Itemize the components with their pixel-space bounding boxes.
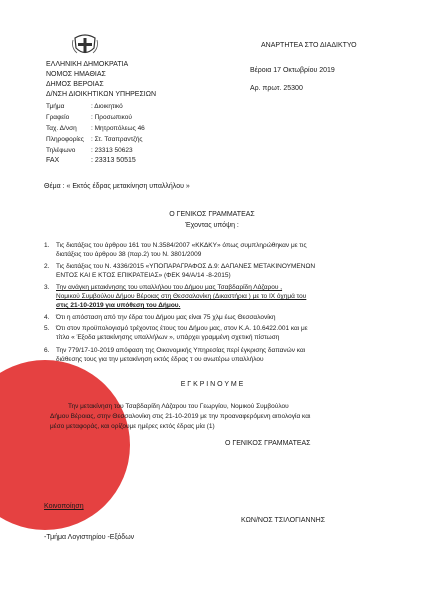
item-line: τίτλο « Έξοδα μετακίνησης υπαλλήλων », υπάρχει γραμμένη σχετική πίστωση	[56, 334, 280, 341]
org-line: Δ/ΝΣΗ ΔΙΟΙΚΗΤΙΚΩΝ ΥΠΗΡΕΣΙΩΝ	[46, 91, 157, 98]
field-value: : 23313 50623	[91, 147, 133, 154]
field-value: : Στ. Τσαπραντζής	[91, 136, 143, 143]
preamble-title: Ο ΓΕΝΙΚΟΣ ΓΡΑΜΜΑΤΕΑΣ	[169, 211, 255, 218]
item-line: Ότι η απόσταση από την έδρα του Δήμου μας είναι 75 χλμ έως Θεσσαλονίκη	[56, 314, 276, 321]
item-line: διατάξεις του άρθρου 38 (παρ.2) του Ν. 3801/2009	[56, 251, 202, 258]
signatory-name: ΚΩΝ/ΝΟΣ ΤΣΙΛΟΓΙΑΝΝΗΣ	[241, 517, 326, 524]
document-date: Βέροια 17 Οκτωβρίου 2019	[250, 67, 335, 74]
distribution-recipient: -Τμήμα Λογιστηρίου -Εξόδων	[44, 534, 135, 541]
item-line: ΕΝΤΟΣ ΚΑΙ Ε ΚΤΟΣ ΕΠΙΚΡΑΤΕΙΑΣ» (ΦΕΚ 94/Α/14 -8-2015)	[56, 272, 231, 279]
org-line: ΕΛΛΗΝΙΚΗ ΔΗΜΟΚΡΑΤΙΑ	[46, 61, 129, 68]
org-line: ΝΟΜΟΣ ΗΜΑΘΙΑΣ	[46, 71, 106, 78]
distribution-label: Κοινοποίηση	[44, 503, 84, 510]
item-line: στις 21-10-2019 για υπόθεση του Δήμου.	[56, 302, 181, 309]
field-label: Γραφείο	[46, 114, 70, 121]
item-line: Τις διατάξεις του άρθρου 161 του Ν.3584/2007 «ΚΚΔΚΥ» όπως συμπληρώθηκαν με τις	[56, 242, 307, 249]
item-line: Τις διατάξεις του Ν. 4336/2015 «ΥΠΟΠΑΡΑΓΡΑΦΟΣ Δ.9: ΔΑΠΑΝΕΣ ΜΕΤΑΚΙΝΟΥΜΕΝΩΝ	[56, 263, 316, 270]
item-number: 3.	[44, 284, 50, 291]
field-label: Πληροφορίες	[46, 136, 84, 143]
signature-title: Ο ΓΕΝΙΚΟΣ ΓΡΑΜΜΑΤΕΑΣ	[225, 440, 311, 447]
item-line: διάθεσης τους για την μετακίνηση εκτός έδρας τ ου ανωτέρω υπαλλήλου	[56, 356, 264, 363]
decision-line: μέσο μεταφοράς, και ορίζουμε ημέρες εκτός έδρας μία (1)	[50, 423, 215, 430]
item-number: 5.	[44, 325, 50, 332]
decision-line: Δήμου Βέροιας, στην Θεσσαλονίκη στις 21-10-2019 με την προαναφερόμενη αιτιολογία και	[50, 413, 311, 420]
field-value: : Προσωπικού	[91, 114, 132, 121]
item-line: Ότι στον προϋπολογισμό τρέχοντος έτους του Δήμου μας, στον Κ.Α. 10.6422.001 και με	[56, 325, 308, 332]
org-line: ΔΗΜΟΣ ΒΕΡΟΙΑΣ	[46, 81, 104, 88]
preamble-subtitle: Έχοντας υπόψη :	[185, 222, 239, 229]
protocol-number: Αρ. πρωτ. 25300	[250, 85, 303, 92]
item-line: Νομικού Συμβούλου Δήμου Βέροιας στη Θεσσαλονίκη (Δικαστήρια ) με το ΙΧ όχημά του	[56, 293, 307, 300]
posting-note: ΑΝΑΡΤΗΤΕΑ ΣΤΟ ΔΙΑΔΙΚΤΥΟ	[261, 42, 357, 49]
field-value: : 23313 50515	[91, 157, 136, 164]
field-label: FAX	[46, 157, 60, 164]
subject-line: Θέμα : « Εκτός έδρας μετακίνηση υπαλλήλου »	[44, 183, 190, 190]
item-number: 6.	[44, 347, 50, 354]
decision-title: Ε Γ Κ Ρ Ι Ν Ο Υ Μ Ε	[180, 381, 244, 388]
item-line: Την 779/17-10-2019 απόφαση της Οικονομικής Υπηρεσίας περί έγκρισης δαπανών και	[56, 347, 306, 354]
item-number: 1.	[44, 242, 50, 249]
field-value: : Μητροπόλεως 46	[91, 125, 145, 132]
field-label: Τμήμα	[46, 103, 65, 110]
field-label: Τηλέφωνο	[46, 147, 76, 154]
greek-coat-of-arms-icon	[72, 32, 98, 58]
decision-line: Την μετακίνηση του Τσαβδαρίδη Λάζαρου του Γεωργίου, Νομικού Συμβούλου	[68, 403, 289, 410]
field-value: : Διοικητικό	[91, 103, 123, 110]
item-number: 2.	[44, 263, 50, 270]
field-label: Ταχ. Δ/νση	[46, 125, 77, 132]
item-number: 4.	[44, 314, 50, 321]
item-line: Την ανάγκη μετακίνησης του υπαλλήλου του Δήμου μας Τσαβδαρίδη Λάζαρου ,	[56, 284, 283, 291]
